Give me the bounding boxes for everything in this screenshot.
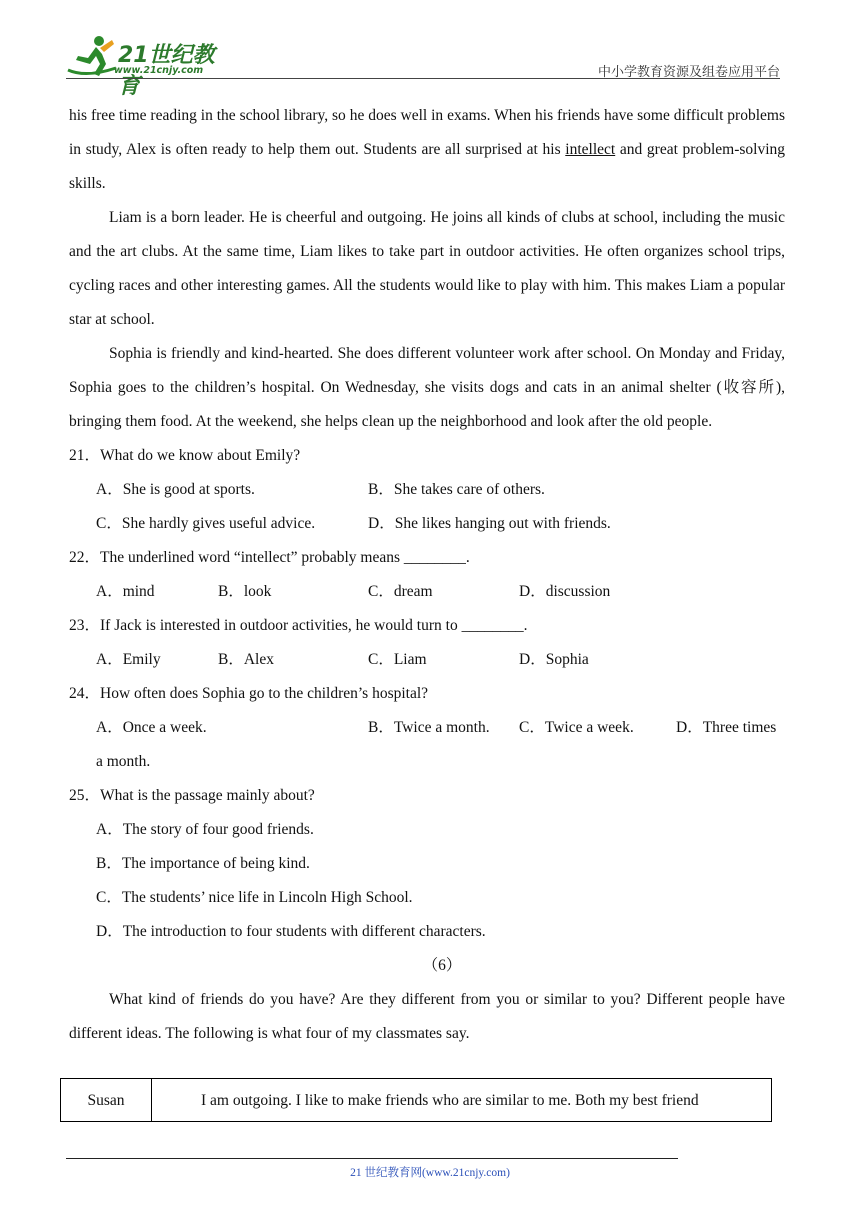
underlined-word: intellect [565,141,616,158]
question-25: 25．What is the passage mainly about? [69,787,315,804]
option-a: A．The story of four good friends. [96,821,314,838]
paragraph-sophia: Sophia is friendly and kind-hearted. She does different volunteer work after school. On Monday and Friday, Sophia goes to the children’s hospital. On Wednesday, she visits dogs and cats in an animal shelter (收容所), bringing them food. At the weekend, she helps clean up the neighborhood and look after the old people. [69,345,785,430]
option-c: C．Twice a week. [519,719,634,736]
question-24: 24．How often does Sophia go to the children’s hospital? [69,685,429,702]
header-slogan: 中小学教育资源及组卷应用平台 [597,65,780,80]
option-d: D．Sophia [519,651,589,668]
option-c: C．She hardly gives useful advice. [96,515,316,532]
section-number: （6） [422,957,462,974]
logo [66,34,236,99]
options-row [69,711,785,745]
question-23: 23．If Jack is interested in outdoor activities, he would turn to ________. [69,617,528,634]
section-intro: What kind of friends do you have? Are they different from you or similar to you? Different people have different ideas. The following is what four of my classmates say. [69,991,785,1042]
runner-logo-icon [66,34,118,78]
option-d: D．discussion [519,583,611,600]
paragraph-text: his free time reading in the school library, so he does well in exams. When his friends have some difficult problems in study, Alex is often ready to help them out. Students are all surprised at his [69,107,785,158]
option-d: D．Three times [676,719,777,736]
option-d: D．She likes hanging out with friends. [368,515,611,532]
option-b: B．The importance of being kind. [96,855,310,872]
header-divider [66,78,780,79]
option-a: A．Emily [96,651,161,668]
logo-text: 21世纪教育 [118,43,215,99]
option-a: A．mind [96,583,155,600]
option-b: B．look [218,583,272,600]
table-cell-text: I am outgoing. I like to make friends who are similar to me. Both my best friend [201,1092,699,1109]
paragraph-alex [69,99,785,201]
question-22: 22．The underlined word “intellect” probably means ________. [69,549,470,566]
option-b: B．Twice a month. [368,719,490,736]
option-c: C．Liam [368,651,427,668]
option-c: C．The students’ nice life in Lincoln High School. [96,889,413,906]
page-header [66,34,780,99]
options-row [69,507,785,541]
options-row [69,643,785,677]
options-row [69,575,785,609]
option-a: A．She is good at sports. [96,481,255,498]
option-a: A．Once a week. [96,719,207,736]
footer-divider [66,1158,678,1159]
classmates-table [60,1078,772,1122]
table-cell-name: Susan [61,1079,152,1121]
option-b: B．She takes care of others. [368,481,545,498]
paragraph-text: and great problem-solving skills. [69,141,785,192]
option-c: C．dream [368,583,433,600]
option-d: D．The introduction to four students with different characters. [96,923,486,940]
logo-url: www.21cnjy.com [114,65,204,76]
document-body [69,99,785,1051]
footer-link[interactable]: 21 世纪教育网(www.21cnjy.com) [350,1167,510,1179]
question-21: 21．What do we know about Emily? [69,447,301,464]
options-row [69,473,785,507]
option-b: B．Alex [218,651,274,668]
option-d-continuation: a month. [96,753,151,770]
paragraph-liam: Liam is a born leader. He is cheerful and outgoing. He joins all kinds of clubs at school, including the music and the art clubs. At the same time, Liam likes to take part in outdoor activities. He often organizes school trips, cycling races and other interesting games. All the students would like to play with him. This makes Liam a popular star at school. [69,209,785,328]
